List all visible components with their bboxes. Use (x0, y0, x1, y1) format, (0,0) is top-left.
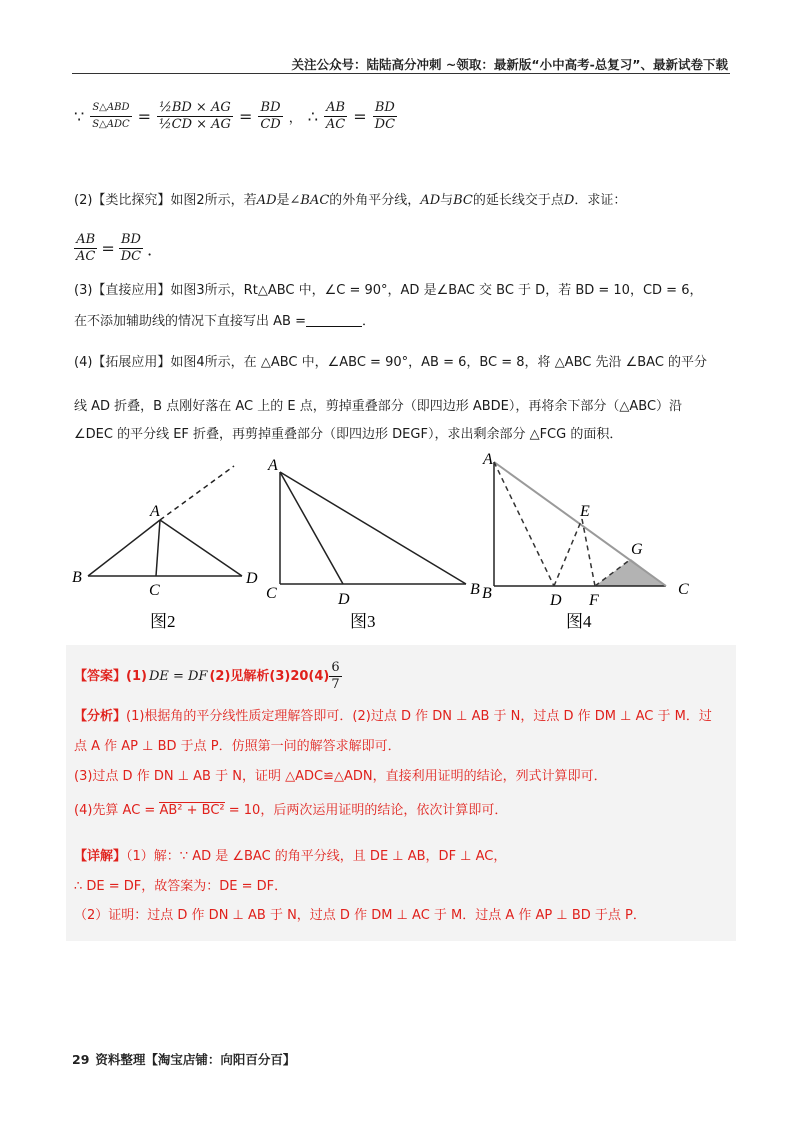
fig4-label-b: B (482, 585, 492, 602)
fig4-label-d: D (550, 592, 562, 609)
fig2-caption: 图2 (150, 612, 176, 631)
answer-blank (306, 312, 362, 327)
analysis-line-1: 【分析】(1)根据角的平分线性质定理解答即可．(2)过点 D 作 DN ⊥ AB 于 N，过点 D 作 DM ⊥ AC 于 M．过 (74, 709, 712, 724)
fig2-line-ad (160, 520, 242, 576)
bd-cd-ratio: $\frac{BD}{CD}$ (260, 100, 281, 132)
question-3-line-1: (3)【直接应用】如图3所示，Rt△ABC 中，∠C = 90°，AD 是∠BAC 交 BC 于 D，若 BD = 10，CD = 6， (74, 283, 703, 298)
page-number: 29 (72, 1052, 90, 1067)
question-3-line-2: 在不添加辅助线的情况下直接写出 AB = ． (74, 314, 375, 329)
area-expansion: $\frac{\text{½BD × AG}}{\text{½CD × AG}}$ (159, 100, 231, 132)
fig4-fold-ad (494, 462, 554, 586)
question-4-line-1: (4)【拓展应用】如图4所示，在 △ABC 中，∠ABC = 90°，AB = 6，BC = 8，将 △ABC 先沿 ∠BAC 的平分 (74, 355, 708, 370)
question-2-claim: $\frac{AB}{AC}$ = $\frac{BD}{DC}$ ． (76, 232, 164, 264)
fig4-label-f: F (589, 592, 599, 609)
analysis-line-4: (4)先算 AC = AB² + BC² = 10，后两次运用证明的结论，依次计算即可． (74, 803, 508, 818)
fig4-caption: 图4 (566, 612, 592, 631)
area-ratio: $\frac{\text{S△ABD}}{\text{S△ADC}}$ (92, 102, 130, 130)
analysis-line-2: 点 A 作 AP ⊥ BD 于点 P．仿照第一问的解答求解即可． (74, 739, 401, 754)
analysis-line-3: (3)过点 D 作 DN ⊥ AB 于 N，证明 △ADC≌△ADN，直接利用证明的结论，列式计算即可． (74, 769, 607, 784)
figure-3 (266, 457, 480, 608)
ab-ac-ratio: $\frac{AB}{AC}$ (325, 100, 346, 132)
fig4-shaded-triangle-fcg (595, 559, 666, 586)
header-divider (72, 73, 730, 74)
detail-line-1: 【详解】（1）解：∵ AD 是 ∠BAC 的角平分线，且 DE ⊥ AB，DF ⊥ AC， (74, 849, 507, 864)
fig4-label-g: G (631, 541, 643, 558)
fig3-caption: 图3 (350, 612, 376, 631)
fig3-line-ab (280, 472, 466, 584)
detail-line-2: ∴ DE = DF，故答案为：DE = DF． (74, 879, 288, 894)
fig4-label-c: C (678, 581, 689, 598)
fig2-label-d: D (246, 570, 258, 587)
question-4-line-2: 线 AD 折叠，B 点刚好落在 AC 上的 E 点，剪掉重叠部分（即四边形 ABDE），再将余下部分（△ABC）沿 (74, 399, 683, 414)
fig3-label-d: D (338, 591, 350, 608)
page-header: 关注公众号：陆陆高分冲刺 ~领取：最新版“小中高考-总复习”、最新试卷下载 (291, 57, 728, 72)
fig4-line-de (554, 519, 582, 586)
bd-dc-ratio: $\frac{BD}{DC}$ (374, 100, 396, 132)
figure-2 (72, 466, 258, 599)
answer-line: 【答案】 (1) DE = DF (2)见解析(3)20(4) $\frac{6}{7}$ (74, 660, 340, 692)
fig2-line-ac (156, 520, 160, 576)
because-symbol: ∵ (74, 107, 85, 126)
fig3-label-c: C (266, 585, 277, 602)
page-footer: 29 资料整理【淘宝店铺：向阳百分百】 (72, 1052, 296, 1067)
fig2-label-a: A (150, 503, 160, 520)
question-4-line-3: ∠DEC 的平分线 EF 折叠，再剪掉重叠部分（即四边形 DEGF），求出剩余部分 △FCG 的面积． (74, 427, 623, 442)
question-2: (2)【类比探究】如图2所示，若AD是∠BAC的外角平分线，AD与BC的延长线交于点D．求证： (74, 193, 627, 208)
fig4-label-e: E (580, 503, 590, 520)
therefore-symbol: ∴ (307, 107, 318, 126)
figure-4 (482, 451, 689, 609)
fig2-line-ba (88, 520, 160, 576)
fig3-line-ad (280, 472, 343, 584)
proof-formula: ∵ $\frac{\text{S△ABD}}{\text{S△ADC}}$ = $\frac{\text{½BD × AG}}{\text{½CD × AG}}$ = $\frac{BD}{CD}$ ， ∴ $\frac{AB}{AC}$ = $\frac{BD}{DC}$ (74, 100, 396, 132)
fig2-extension-dashed (160, 466, 234, 520)
detail-line-3: （2）证明：过点 D 作 DN ⊥ AB 于 N，过点 D 作 DM ⊥ AC 于 M．过点 A 作 AP ⊥ BD 于点 P． (74, 908, 646, 923)
fig4-label-a: A (483, 451, 493, 468)
figures-area (60, 450, 740, 640)
fig2-label-c: C (149, 582, 160, 599)
fig3-label-a: A (268, 457, 278, 474)
fig3-label-b: B (470, 581, 480, 598)
fig2-label-b: B (72, 569, 82, 586)
